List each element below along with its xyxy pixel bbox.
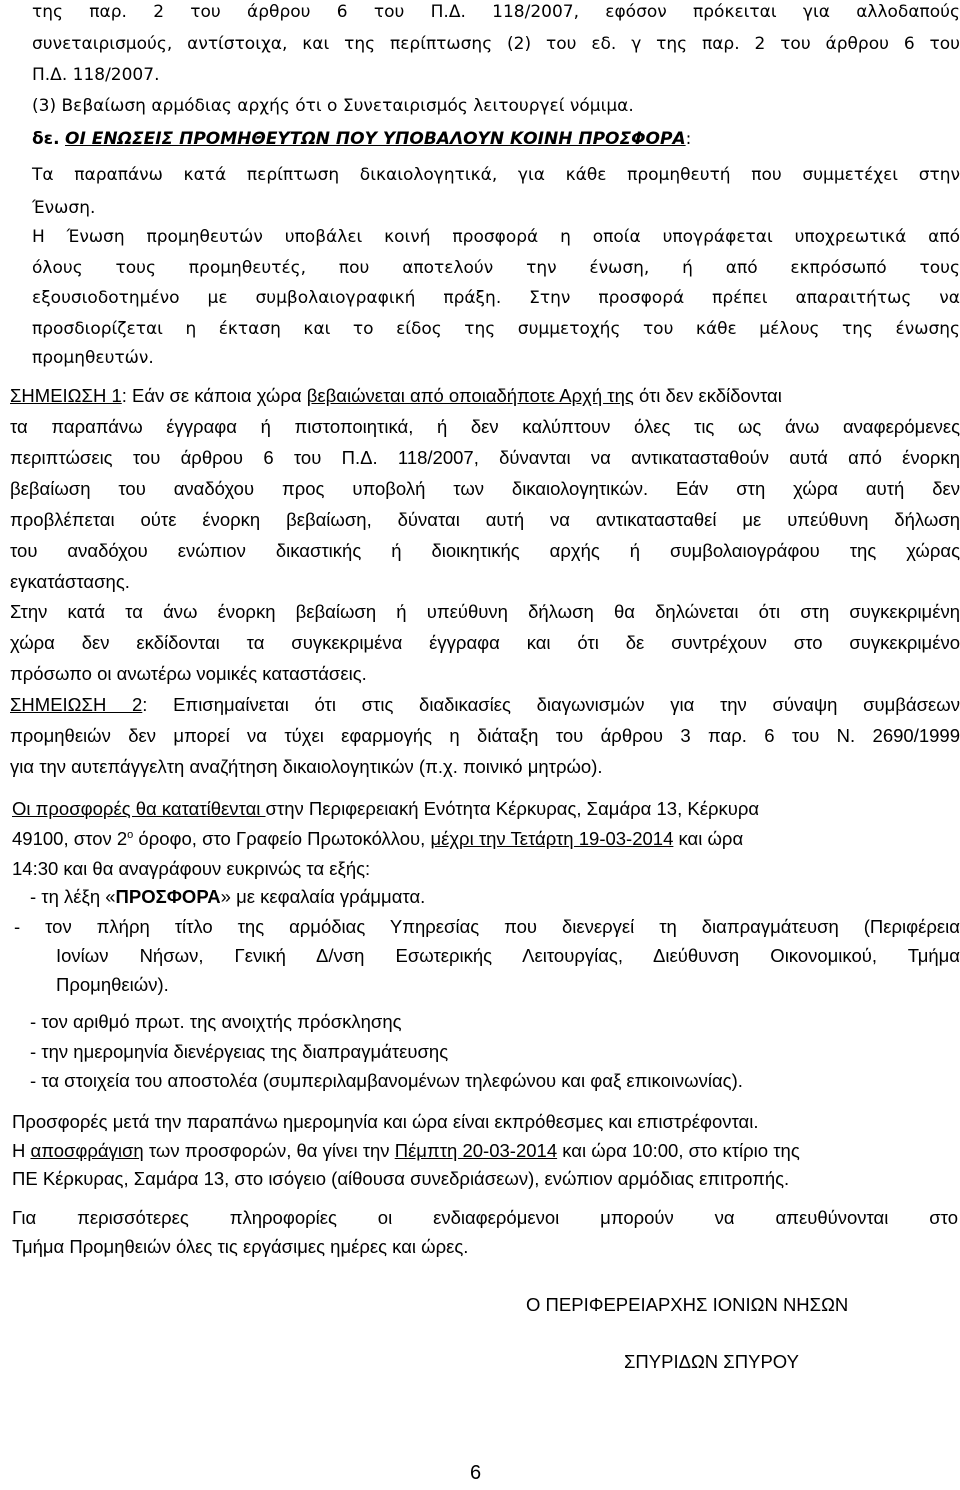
list-text: - τη λέξη « bbox=[30, 886, 116, 907]
section-title: ΟΙ ΕΝΩΣΕΙΣ ΠΡΟΜΗΘΕΥΤΩΝ ΠΟΥ ΥΠΟΒΑΛΟΥΝ ΚΟΙΝΗ ΠΡΟΣΦΟΡΑ bbox=[65, 129, 686, 149]
text-line: πρόσωπο οι ανωτέρω νομικές καταστάσεις. bbox=[10, 663, 367, 684]
text-line: βεβαίωση του αναδόχου προς υποβολή των δικαιολογητικών. Εάν στη χώρα αυτή δεν bbox=[10, 478, 960, 499]
offers-line-1 bbox=[12, 797, 759, 821]
text-line: προμηθευτών. bbox=[32, 348, 154, 368]
text-line: εγκατάστασης. bbox=[10, 571, 130, 592]
note1-lead: : Εάν σε κάποια χώρα bbox=[121, 385, 307, 406]
list-text: » με κεφαλαία γράμματα. bbox=[220, 886, 426, 907]
text-line: Προσφορές μετά την παραπάνω ημερομηνία και ώρα είναι εκπρόθεσμες και επιστρέφονται. bbox=[12, 1111, 759, 1132]
text-line: της παρ. 2 του άρθρου 6 του Π.Δ. 118/2007, εφόσον πρόκειται για αλλοδαπούς bbox=[32, 2, 960, 22]
list-item-continuation: Προμηθειών). bbox=[56, 974, 169, 995]
note1-label: ΣΗΜΕΙΩΣΗ 1 bbox=[10, 385, 122, 406]
note1-underlined: βεβαιώνεται από οποιαδήποτε Αρχή της bbox=[306, 385, 634, 406]
text-line: περιπτώσεις του άρθρου 6 του Π.Δ. 118/2007, δύνανται να αντικατασταθούν αυτά από ένορκη bbox=[10, 447, 960, 468]
text-line: του αναδόχου ενώπιον δικαστικής ή διοικητικής αρχής ή συμβολαιογράφου της χώρας bbox=[10, 540, 960, 561]
opening-text: Η bbox=[12, 1140, 31, 1161]
text-line: προμηθειών δεν μπορεί να τύχει εφαρμογής η διάταξη του άρθρου 3 παρ. 6 του Ν. 2690/1999 bbox=[10, 725, 960, 746]
text-line: εξουσιοδοτημένο με συμβολαιογραφική πράξη. Στην προσφορά πρέπει απαραιτήτως να bbox=[32, 288, 960, 308]
note1-tail: ότι δεν εκδίδονται bbox=[633, 385, 782, 406]
list-bold-word: ΠΡΟΣΦΟΡΑ bbox=[115, 886, 221, 907]
section-number: δε. bbox=[32, 129, 60, 149]
offers-text: και ώρα bbox=[673, 828, 744, 849]
offers-text: 49100, στον 2 bbox=[12, 828, 128, 849]
list-item: - την ημερομηνία διενέργειας της διαπραγμάτευσης bbox=[30, 1041, 449, 1062]
text-line: Π.Δ. 118/2007. bbox=[32, 65, 160, 85]
signature-title: Ο ΠΕΡΙΦΕΡΕΙΑΡΧΗΣ ΙΟΝΙΩΝ ΝΗΣΩΝ bbox=[526, 1294, 849, 1315]
text-line: (3) Βεβαίωση αρμόδιας αρχής ότι ο Συνεταιρισμός λειτουργεί νόμιμα. bbox=[32, 96, 634, 116]
deadline-date: μέχρι την Τετάρτη 19-03-2014 bbox=[430, 828, 674, 849]
offers-text: στην Περιφερειακή Ενότητα Κέρκυρας, Σαμάρα 13, Κέρκυρα bbox=[265, 798, 760, 819]
section-heading bbox=[32, 127, 691, 151]
page-number: 6 bbox=[470, 1462, 482, 1484]
text-line: χώρα δεν εκδίδονται τα συγκεκριμένα έγγραφα και ότι δε συντρέχουν στο συγκεκριμένο bbox=[10, 632, 960, 653]
text-line: όλους τους προμηθευτές, που αποτελούν την ένωση, ή από εκπρόσωπό τους bbox=[32, 258, 960, 278]
text-line: Τα παραπάνω κατά περίπτωση δικαιολογητικά, για κάθε προμηθευτή που συμμετέχει στην bbox=[32, 165, 960, 185]
list-item bbox=[30, 885, 425, 909]
text-line: Η Ένωση προμηθευτών υποβάλει κοινή προσφορά η οποία υπογράφεται υποχρεωτικά από bbox=[32, 227, 960, 247]
text-line: Ένωση. bbox=[32, 198, 96, 218]
text-line: ΠΕ Κέρκυρας, Σαμάρα 13, στο ισόγειο (αίθουσα συνεδριάσεων), ενώπιον αρμόδιας επιτροπής. bbox=[12, 1168, 790, 1189]
note2-label: ΣΗΜΕΙΩΣΗ 2 bbox=[10, 694, 143, 715]
list-item-continuation: Ιονίων Νήσων, Γενική Δ/νση Εσωτερικής Λειτουργίας, Διεύθυνση Οικονομικού, Τμήμα bbox=[56, 945, 960, 966]
opening-date: Πέμπτη 20-03-2014 bbox=[394, 1140, 558, 1161]
text-line: προσδιορίζεται η έκταση και το είδος της συμμετοχής του κάθε μέλους της ένωσης bbox=[32, 319, 960, 339]
text-line: Τμήμα Προμηθειών όλες τις εργάσιμες ημέρες και ώρες. bbox=[12, 1236, 469, 1257]
ordinal-superscript: ο bbox=[127, 828, 134, 841]
heading-colon: : bbox=[685, 129, 692, 149]
text-line: Στην κατά τα άνω ένορκη βεβαίωση ή υπεύθυνη δήλωση θα δηλώνεται ότι στη συγκεκριμένη bbox=[10, 601, 960, 622]
text-line: συνεταιρισμούς, αντίστοιχα, και της περίπτωσης (2) του εδ. γ της παρ. 2 του άρθρου 6 του bbox=[32, 34, 960, 54]
offers-text: όροφο, στο Γραφείο Πρωτοκόλλου, bbox=[133, 828, 431, 849]
list-item: - τον πλήρη τίτλο της αρμόδιας Υπηρεσίας που διενεργεί τη διαπραγμάτευση (Περιφέρεια bbox=[14, 916, 960, 937]
offers-underlined: Οι προσφορές θα κατατίθενται bbox=[12, 798, 266, 819]
text-line: 14:30 και θα αναγράφουν ευκρινώς τα εξής: bbox=[12, 858, 371, 879]
note2-first-line bbox=[10, 693, 960, 717]
signature-name: ΣΠΥΡΙΔΩΝ ΣΠΥΡΟΥ bbox=[624, 1351, 799, 1372]
text-line: προβλέπεται ούτε ένορκη βεβαίωση, δύναται αυτή να αντικατασταθεί με υπεύθυνη δήλωση bbox=[10, 509, 960, 530]
opening-text: των προσφορών, θα γίνει την bbox=[143, 1140, 395, 1161]
text-line: τα παραπάνω έγγραφα ή πιστοποιητικά, ή δεν καλύπτουν όλες τις ως άνω αναφερόμενες bbox=[10, 416, 960, 437]
opening-text: και ώρα 10:00, στο κτίριο της bbox=[557, 1140, 800, 1161]
list-item: - τον αριθμό πρωτ. της ανοιχτής πρόσκλησης bbox=[30, 1011, 402, 1032]
note1-first-line bbox=[10, 384, 960, 408]
opening-underlined: αποσφράγιση bbox=[30, 1140, 144, 1161]
offers-line-2 bbox=[12, 827, 743, 851]
note2-lead: : Επισημαίνεται ότι στις διαδικασίες διαγωνισμών για την σύναψη συμβάσεων bbox=[142, 694, 960, 715]
opening-line-1 bbox=[12, 1139, 800, 1163]
list-item: - τα στοιχεία του αποστολέα (συμπεριλαμβανομένων τηλεφώνου και φαξ επικοινωνίας). bbox=[30, 1070, 743, 1091]
text-line: Για περισσότερες πληροφορίες οι ενδιαφερόμενοι μπορούν να απευθύνονται στο bbox=[12, 1207, 958, 1228]
text-line: για την αυτεπάγγελτη αναζήτηση δικαιολογητικών (π.χ. ποινικό μητρώο). bbox=[10, 756, 603, 777]
